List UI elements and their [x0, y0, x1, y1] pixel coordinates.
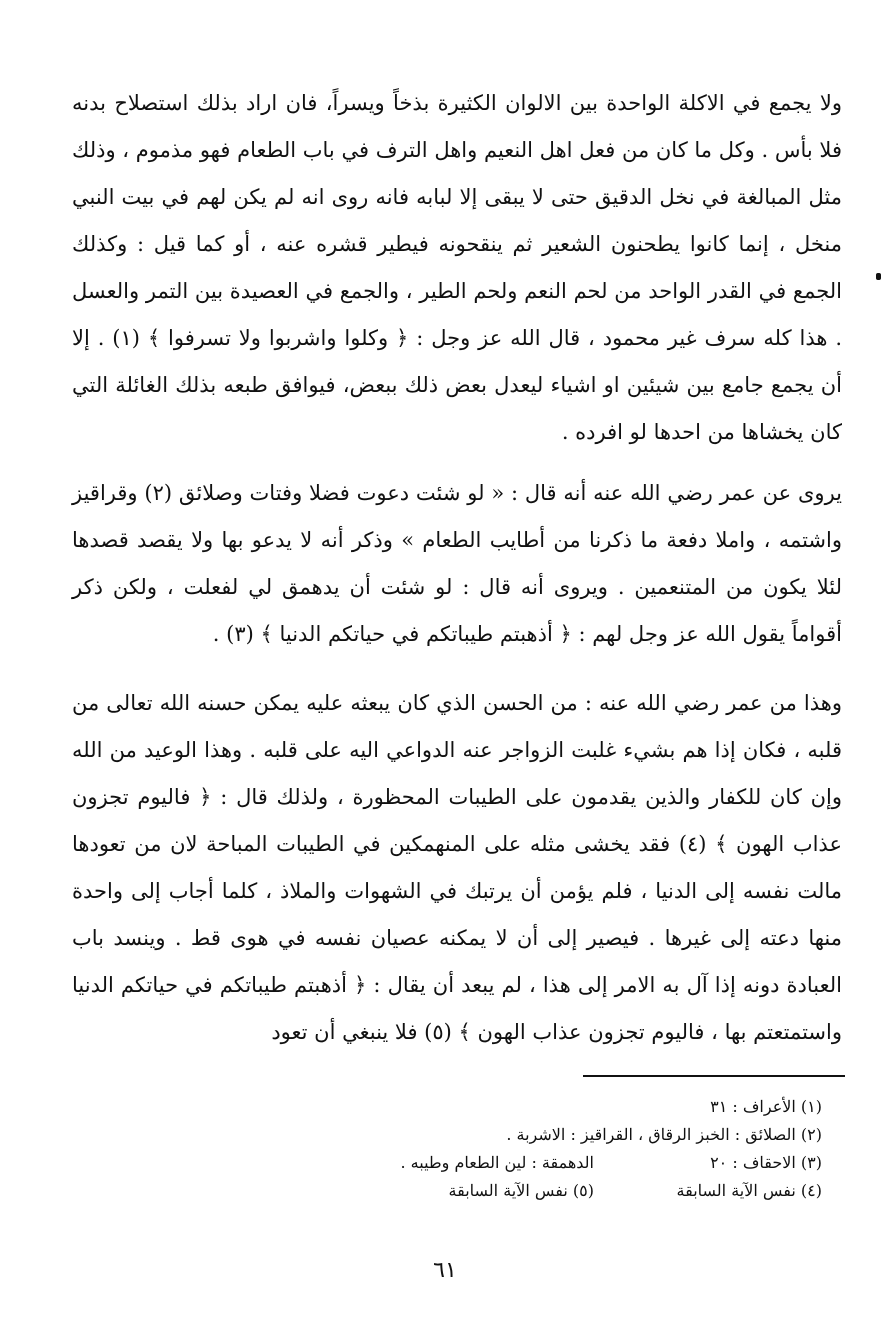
footnotes: [262, 1093, 822, 1205]
footnote-3: (٣) الاحقاف : ٢٠: [710, 1153, 822, 1172]
footnote-5: (٥) نفس الآية السابقة: [448, 1181, 594, 1200]
footnote-divider: [583, 1075, 845, 1077]
paragraph-2: يروى عن عمر رضي الله عنه أنه قال : « لو شئت دعوت فضلا وفتات وصلائق (٢) وقراقيز واشتمه ، واملا دفعة ما ذكرنا من أطايب الطعام » وذكر أنه لا يدعو بها ولا يقصد قصدها لئلا يكون من المتنعمين . ويروى أنه قال : لو شئت أن يدهمق لي لفعلت ، ولكن ذكر أقواماً يقول الله عز وجل لهم : ﴿ أذهبتم طيباتكم في حياتكم الدنيا ﴾ (٣) .: [72, 481, 843, 646]
footnote-2: (٢) الصلائق : الخبز الرقاق ، القراقيز : الاشربة .: [506, 1125, 822, 1144]
paragraph-1: ولا يجمع في الاكلة الواحدة بين الالوان الكثيرة بذخاً ويسراً، فان اراد بذلك استصلاح بدنه فلا بأس . وكل ما كان من فعل اهل النعيم واهل الترف في باب الطعام فهو مذموم ، وذلك مثل المبالغة في نخل الدقيق حتى لا يبقى إلا لبابه فانه روى انه لم يكن لهم في بيت النبي منخل ، إنما كانوا يطحنون الشعير ثم ينقحونه فيطير قشره عنه ، أو كما قيل : وكذلك الجمع في القدر الواحد من لحم النعم ولحم الطير ، والجمع في العصيدة بين التمر والعسل . هذا كله سرف غير محمود ، قال الله عز وجل : ﴿ وكلوا واشربوا ولا تسرفوا ﴾ (١) . إلا أن يجمع جامع بين شيئين او اشياء ليعدل بعض ذلك ببعض، فيوافق طبعه بذلك الغائلة التي كان يخشاها من احدها لو افرده .: [72, 91, 843, 444]
paragraph-3: وهذا من عمر رضي الله عنه : من الحسن الذي كان يبعثه عليه يمكن حسنه الله تعالى من قلبه ، فكان إذا هم بشيء غلبت الزواجر عنه الدواعي اليه على قلبه . وهذا الوعيد من الله وإن كان للكفار والذين يقدمون على الطيبات المحظورة ، ولذلك قال : ﴿ فاليوم تجزون عذاب الهون ﴾ (٤) فقد يخشى مثله على المنهمكين في الطيبات المباحة لان من تعودها مالت نفسه إلى الدنيا ، فلم يؤمن أن يرتبك في الشهوات والملاذ ، كلما أجاب إلى واحدة منها دعته إلى غيرها . فيصير إلى أن لا يمكنه عصيان نفسه في هوى قط . وينسد باب العبادة دونه إذا آل به الامر إلى هذا ، لم يبعد أن يقال : ﴿ أذهبتم طيباتكم في حياتكم الدنيا واستمتعتم بها ، فاليوم تجزون عذاب الهون ﴾ (٥) فلا ينبغي أن تعود: [72, 691, 842, 1044]
footnote-1: (١) الأعراف : ٣١: [710, 1097, 822, 1116]
footnote-row-2: [262, 1121, 822, 1149]
footnote-4: (٤) نفس الآية السابقة: [676, 1181, 822, 1200]
page-number: ٦١: [433, 1258, 457, 1283]
page-body: [72, 80, 842, 1056]
footnote-row-1: [262, 1093, 822, 1121]
footnote-row-3: [262, 1149, 822, 1177]
footnote-3-gloss: الدهمقة : لين الطعام وطيبه .: [400, 1153, 594, 1172]
footnote-row-4: [262, 1177, 822, 1205]
margin-mark: [876, 273, 881, 280]
